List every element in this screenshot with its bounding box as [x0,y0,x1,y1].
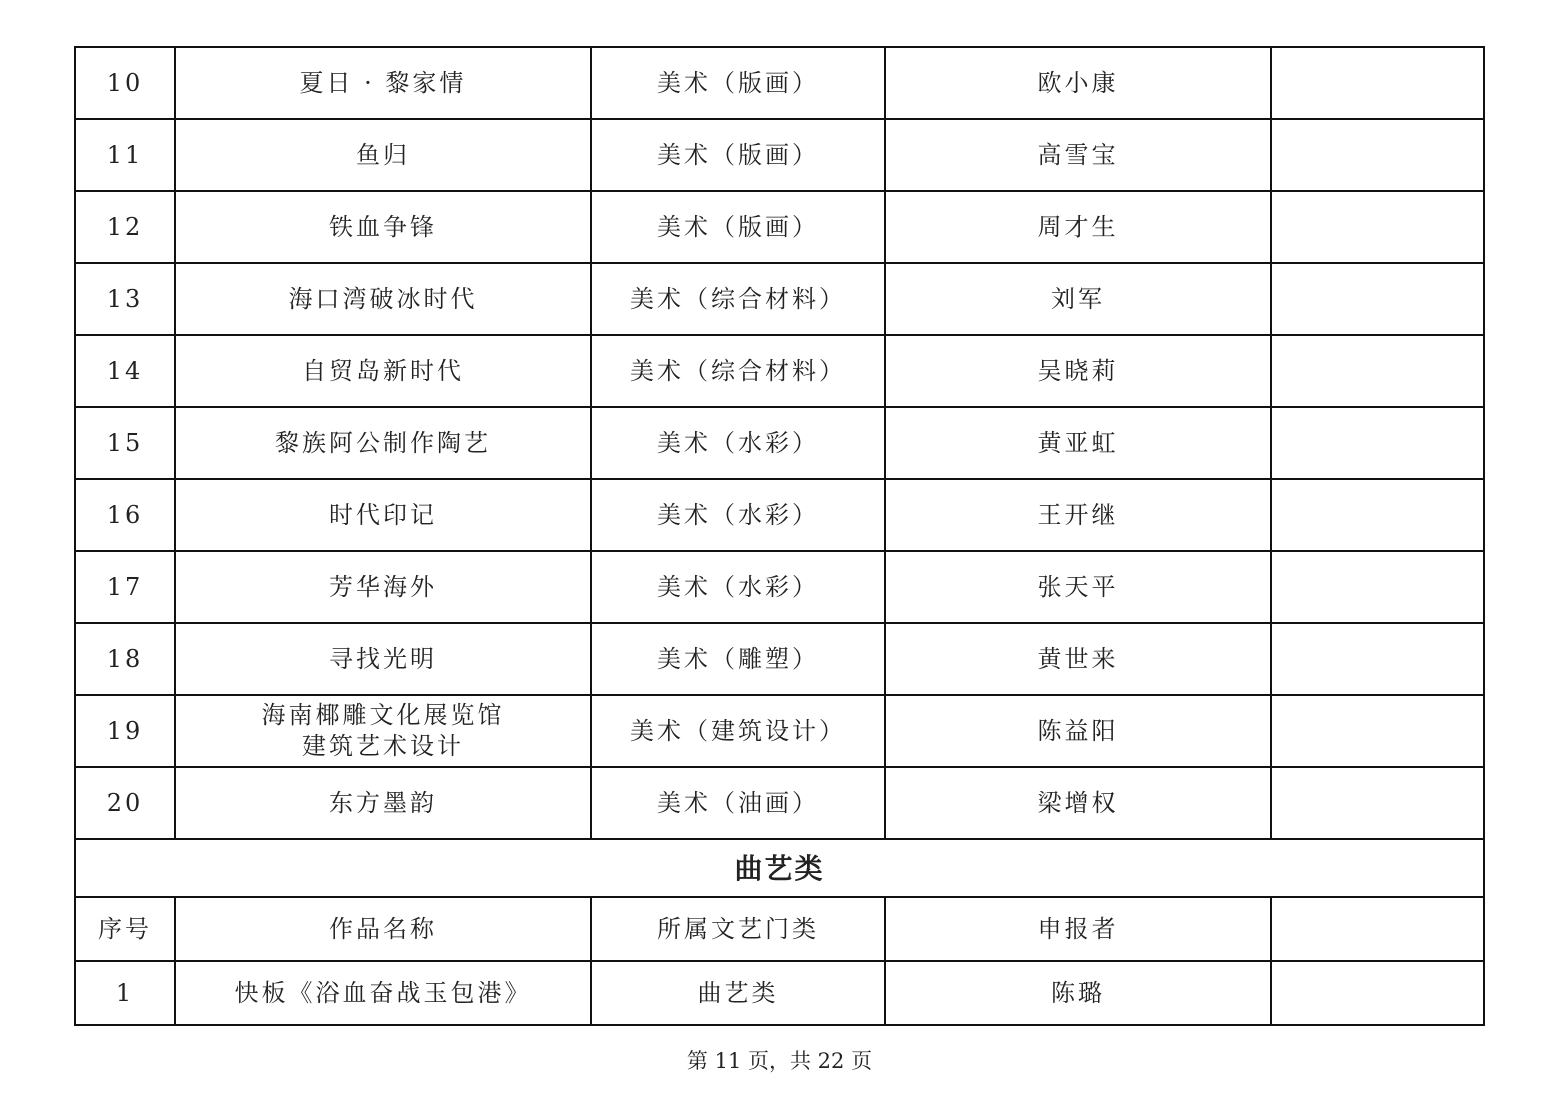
cell-title: 芳华海外 [175,551,591,623]
cell-note [1271,767,1484,839]
cell-title: 铁血争锋 [175,191,591,263]
cell-title: 海口湾破冰时代 [175,263,591,335]
cell-title: 鱼归 [175,119,591,191]
table-row [75,407,1484,479]
cell-author: 欧小康 [885,47,1271,119]
cell-note [1271,407,1484,479]
table-row [75,767,1484,839]
cell-category: 美术（水彩） [591,407,885,479]
cell-category: 美术（水彩） [591,479,885,551]
header-no: 序号 [75,897,175,961]
cell-title: 东方墨韵 [175,767,591,839]
cell-category: 美术（雕塑） [591,623,885,695]
cell-note [1271,335,1484,407]
cell-note [1271,551,1484,623]
cell-no: 10 [75,47,175,119]
cell-author: 王开继 [885,479,1271,551]
cell-category: 美术（版画） [591,47,885,119]
cell-category: 曲艺类 [591,961,885,1025]
cell-note [1271,695,1484,767]
table-row [75,961,1484,1025]
cell-category: 美术（综合材料） [591,263,885,335]
cell-no: 17 [75,551,175,623]
header-title: 作品名称 [175,897,591,961]
section-title: 曲艺类 [75,839,1484,897]
table-row [75,263,1484,335]
cell-category: 美术（油画） [591,767,885,839]
cell-category: 美术（版画） [591,119,885,191]
cell-author: 梁增权 [885,767,1271,839]
table-header-row [75,897,1484,961]
cell-author: 刘军 [885,263,1271,335]
table-row [75,623,1484,695]
cell-title: 自贸岛新时代 [175,335,591,407]
cell-note [1271,961,1484,1025]
cell-category: 美术（水彩） [591,551,885,623]
cell-author: 周才生 [885,191,1271,263]
cell-category: 美术（综合材料） [591,335,885,407]
header-category: 所属文艺门类 [591,897,885,961]
table-row [75,191,1484,263]
cell-author: 黄世来 [885,623,1271,695]
cell-note [1271,263,1484,335]
cell-title: 时代印记 [175,479,591,551]
cell-no: 18 [75,623,175,695]
table-row [75,335,1484,407]
table-row [75,695,1484,767]
cell-title: 快板《浴血奋战玉包港》 [175,961,591,1025]
cell-note [1271,47,1484,119]
table-row [75,47,1484,119]
header-note [1271,897,1484,961]
cell-author: 陈璐 [885,961,1271,1025]
table-row [75,479,1484,551]
cell-author: 吴晓莉 [885,335,1271,407]
table-row [75,551,1484,623]
section-heading-row [75,839,1484,897]
cell-title: 寻找光明 [175,623,591,695]
page-footer: 第 11 页，共 22 页 [686,1049,873,1073]
works-table [74,46,1485,1026]
cell-note [1271,479,1484,551]
cell-title: 夏日 · 黎家情 [175,47,591,119]
cell-author: 高雪宝 [885,119,1271,191]
cell-note [1271,191,1484,263]
cell-author: 陈益阳 [885,695,1271,767]
cell-no: 12 [75,191,175,263]
cell-no: 19 [75,695,175,767]
cell-no: 13 [75,263,175,335]
cell-no: 16 [75,479,175,551]
cell-author: 黄亚虹 [885,407,1271,479]
cell-note [1271,119,1484,191]
cell-title-line: 建筑艺术设计 [302,732,464,760]
table-row [75,119,1484,191]
cell-no: 1 [75,961,175,1025]
cell-no: 11 [75,119,175,191]
cell-title: 黎族阿公制作陶艺 [175,407,591,479]
cell-category: 美术（版画） [591,191,885,263]
cell-title-line: 海南椰雕文化展览馆 [261,701,505,729]
cell-author: 张天平 [885,551,1271,623]
cell-title [175,695,591,767]
header-author: 申报者 [885,897,1271,961]
cell-no: 14 [75,335,175,407]
cell-no: 15 [75,407,175,479]
cell-no: 20 [75,767,175,839]
cell-note [1271,623,1484,695]
cell-category: 美术（建筑设计） [591,695,885,767]
